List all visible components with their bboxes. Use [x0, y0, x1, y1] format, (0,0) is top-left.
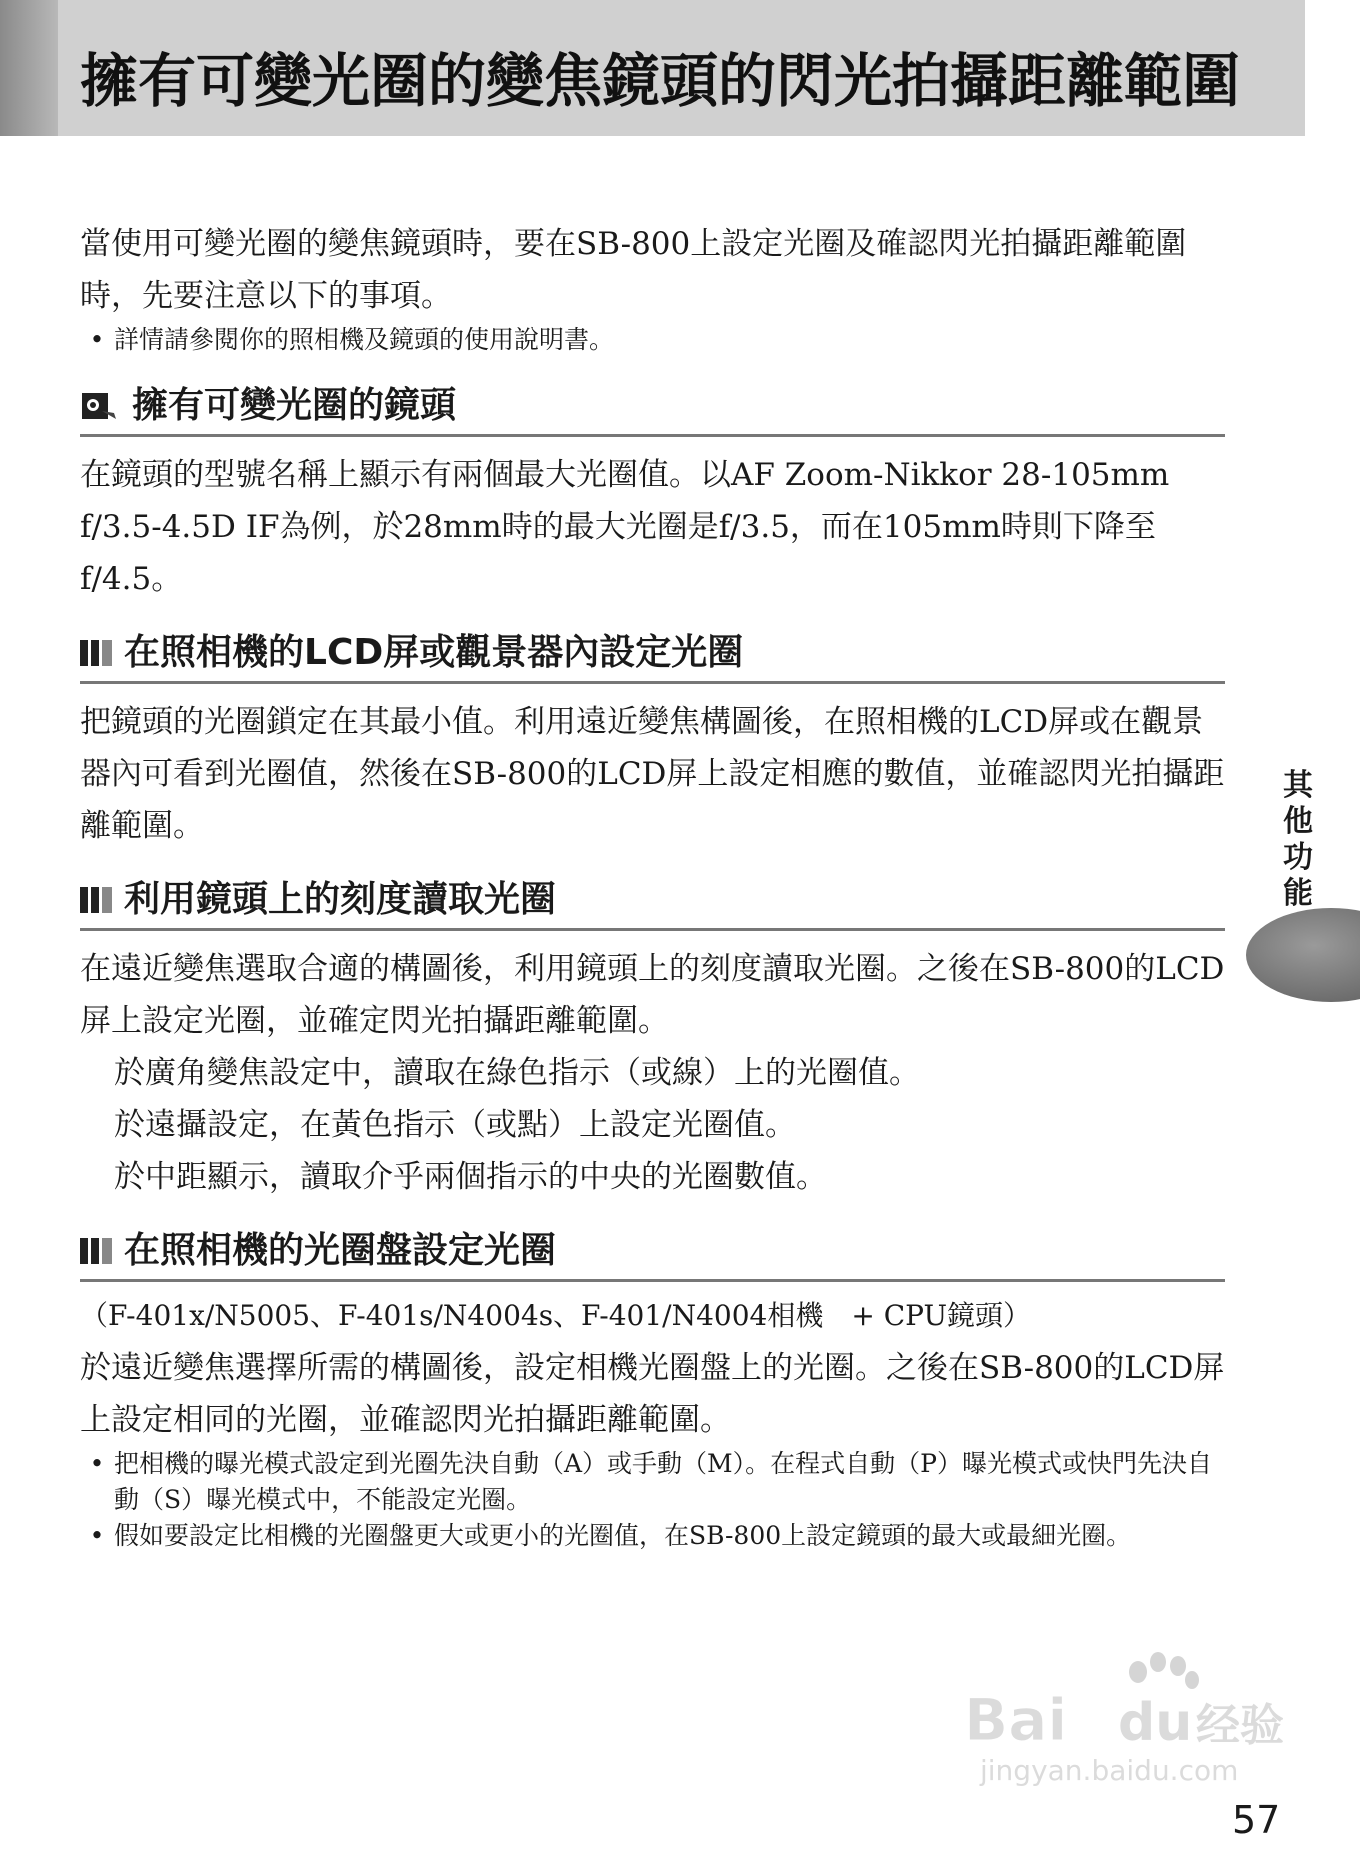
indented-line: 於遠攝設定，在黃色指示（或點）上設定光圈值。 [114, 1107, 796, 1143]
section-heading-text: 利用鏡頭上的刻度讀取光圈 [124, 879, 557, 920]
section-bars-icon [80, 640, 114, 666]
section-paragraph: 在遠近變焦選取合適的構圖後，利用鏡頭上的刻度讀取光圈。之後在SB-800的LCD屏上設定光圈，並確定閃光拍攝距離範圍。 [80, 951, 1225, 1039]
section-heading-aperture-ring [80, 1227, 1225, 1282]
section-heading-lens-scale [80, 876, 1225, 931]
side-tab-char: 能 [1283, 876, 1313, 911]
bullet-dot: • [89, 1521, 105, 1550]
page-content [80, 218, 1225, 1554]
intro-paragraph: 當使用可變光圈的變焦鏡頭時，要在SB-800上設定光圈及確認閃光拍攝距離範圍時，先要注意以下的事項。 [80, 226, 1187, 314]
title-accent [0, 0, 58, 136]
section-heading-text: 在照相機的光圈盤設定光圈 [124, 1230, 557, 1271]
title-bar [0, 0, 1305, 136]
bullet-dot: • [89, 325, 105, 354]
svg-text:经验: 经验 [1196, 1700, 1284, 1751]
side-tab-char: 其 [1283, 768, 1313, 803]
section-paragraph: 在鏡頭的型號名稱上顯示有兩個最大光圈值。以AF Zoom-Nikkor 28-105mm f/3.5-4.5D IF為例，於28mm時的最大光圈是f/3.5，而在105mm時則下降至f/4.5。 [80, 457, 1170, 597]
intro-bullet-text: 詳情請參閱你的照相機及鏡頭的使用說明書。 [114, 325, 615, 354]
svg-text:Bai: Bai [964, 1686, 1068, 1754]
section-bullet [80, 1446, 1225, 1518]
baidu-watermark [960, 1640, 1290, 1790]
svg-text:jingyan.baidu.com: jingyan.baidu.com [980, 1754, 1239, 1787]
section-bullet [80, 1518, 1225, 1554]
section-paragraph: 於遠近變焦選擇所需的構圖後，設定相機光圈盤上的光圈。之後在SB-800的LCD屏上設定相同的光圈，並確認閃光拍攝距離範圍。 [80, 1350, 1225, 1438]
page-number: 57 [1232, 1798, 1281, 1842]
section-heading-text: 在照相機的LCD屏或觀景器內設定光圈 [124, 632, 744, 673]
section-heading-text: 擁有可變光圈的鏡頭 [132, 385, 457, 426]
section-bullet-text: 假如要設定比相機的光圈盤更大或更小的光圈值，在SB-800上設定鏡頭的最大或最細光圈。 [114, 1521, 1132, 1550]
page-title: 擁有可變光圈的變焦鏡頭的閃光拍攝距離範圍 [80, 47, 1241, 115]
side-tab-char: 他 [1283, 804, 1313, 839]
camera-model-note: （F-401x/N5005、F-401s/N4004s、F-401/N4004相機 + CPU鏡頭） [80, 1299, 1032, 1332]
section-bars-icon [80, 1238, 114, 1264]
side-tab-label [1278, 768, 1318, 912]
side-tab-char: 功 [1283, 840, 1313, 875]
indented-line: 於中距顯示，讀取介乎兩個指示的中央的光圈數值。 [114, 1159, 827, 1195]
note-pencil-icon [80, 391, 118, 421]
section-paragraph: 把鏡頭的光圈鎖定在其最小值。利用遠近變焦構圖後，在照相機的LCD屏或在觀景器內可看到光圈值，然後在SB-800的LCD屏上設定相應的數值，並確認閃光拍攝距離範圍。 [80, 704, 1225, 844]
section-bullet-text: 把相機的曝光模式設定到光圈先決自動（A）或手動（M）。在程式自動（P）曝光模式或快門先決自動（S）曝光模式中，不能設定光圈。 [114, 1449, 1212, 1514]
intro-bullet [80, 322, 1225, 358]
section-heading-variable-aperture-lens [80, 382, 1225, 437]
side-tab-oval [1246, 908, 1360, 1002]
indented-line: 於廣角變焦設定中，讀取在綠色指示（或線）上的光圈值。 [114, 1055, 920, 1091]
section-heading-lcd-viewfinder [80, 629, 1225, 684]
section-bars-icon [80, 887, 114, 913]
svg-text:du: du [1118, 1693, 1193, 1753]
bullet-dot: • [89, 1449, 105, 1478]
